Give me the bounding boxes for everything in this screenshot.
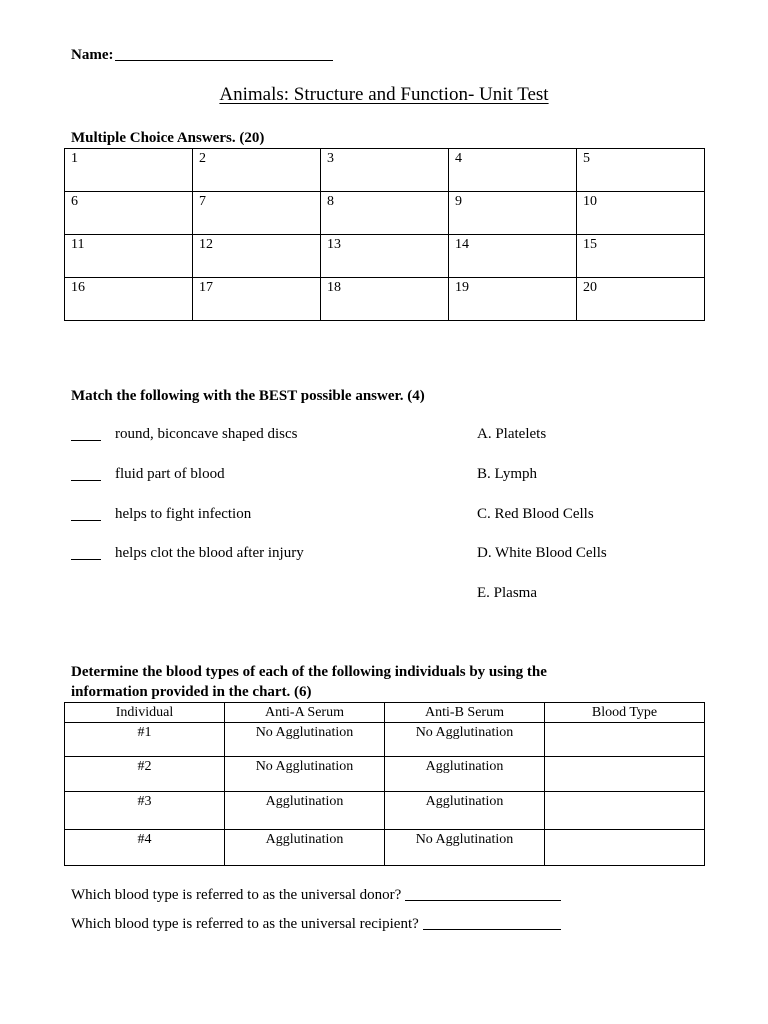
blood-type-heading-line: Determine the blood types of each of the following individuals by using the [71, 664, 547, 680]
blood-type-answer-cell[interactable] [545, 757, 705, 792]
matching-item-text: round, biconcave shaped discs [115, 426, 298, 442]
anti-a-cell: No Agglutination [225, 757, 385, 792]
answer-cell[interactable]: 19 [449, 278, 577, 321]
answer-cell[interactable]: 2 [193, 149, 321, 192]
matching-choice: C. Red Blood Cells [477, 506, 594, 522]
answer-cell[interactable]: 18 [321, 278, 449, 321]
answer-blank[interactable] [71, 426, 101, 441]
anti-a-cell: Agglutination [225, 830, 385, 866]
matching-item-text: fluid part of blood [115, 466, 225, 482]
answer-blank[interactable] [71, 545, 101, 560]
table-row [65, 723, 705, 757]
matching-item-text: helps clot the blood after injury [115, 545, 304, 561]
answer-cell[interactable]: 10 [577, 192, 705, 235]
answer-cell[interactable]: 9 [449, 192, 577, 235]
answer-cell[interactable]: 16 [65, 278, 193, 321]
answer-cell[interactable]: 14 [449, 235, 577, 278]
universal-donor-question [71, 886, 561, 904]
anti-b-cell: Agglutination [385, 757, 545, 792]
anti-b-cell: No Agglutination [385, 723, 545, 757]
matching-item [71, 466, 225, 484]
table-row [65, 830, 705, 866]
column-header: Anti-A Serum [225, 703, 385, 723]
table-row [65, 192, 705, 235]
answer-cell[interactable]: 5 [577, 149, 705, 192]
universal-recipient-question [71, 915, 561, 933]
answer-cell[interactable]: 1 [65, 149, 193, 192]
column-header: Blood Type [545, 703, 705, 723]
answer-blank[interactable] [71, 466, 101, 481]
table-row [65, 792, 705, 830]
individual-cell: #3 [65, 792, 225, 830]
matching-heading: Match the following with the BEST possible answer. (4) [71, 388, 425, 404]
answer-cell[interactable]: 4 [449, 149, 577, 192]
answer-blank[interactable] [423, 915, 561, 930]
answer-cell[interactable]: 6 [65, 192, 193, 235]
multiple-choice-heading: Multiple Choice Answers. (20) [71, 130, 265, 146]
blood-type-heading [71, 662, 547, 702]
column-header: Anti-B Serum [385, 703, 545, 723]
individual-cell: #1 [65, 723, 225, 757]
answer-blank[interactable] [71, 506, 101, 521]
answer-blank[interactable] [405, 886, 561, 901]
matching-item [71, 545, 304, 563]
answer-cell[interactable]: 7 [193, 192, 321, 235]
question-text: Which blood type is referred to as the universal recipient? [71, 916, 419, 932]
table-header-row [65, 703, 705, 723]
matching-item [71, 426, 298, 444]
anti-b-cell: No Agglutination [385, 830, 545, 866]
name-blank[interactable] [115, 46, 333, 61]
multiple-choice-answer-table [64, 148, 705, 321]
anti-a-cell: No Agglutination [225, 723, 385, 757]
answer-cell[interactable]: 3 [321, 149, 449, 192]
blood-type-answer-cell[interactable] [545, 830, 705, 866]
anti-a-cell: Agglutination [225, 792, 385, 830]
answer-cell[interactable]: 15 [577, 235, 705, 278]
answer-cell[interactable]: 11 [65, 235, 193, 278]
table-row [65, 278, 705, 321]
answer-cell[interactable]: 12 [193, 235, 321, 278]
blood-type-heading-line: information provided in the chart. (6) [71, 684, 312, 700]
question-text: Which blood type is referred to as the universal donor? [71, 887, 402, 903]
matching-item [71, 506, 252, 524]
blood-type-answer-cell[interactable] [545, 792, 705, 830]
answer-cell[interactable]: 20 [577, 278, 705, 321]
column-header: Individual [65, 703, 225, 723]
individual-cell: #4 [65, 830, 225, 866]
name-field [71, 46, 333, 64]
matching-choice: B. Lymph [477, 466, 538, 482]
table-row [65, 235, 705, 278]
matching-choice: E. Plasma [477, 585, 537, 601]
answer-cell[interactable]: 13 [321, 235, 449, 278]
answer-cell[interactable]: 17 [193, 278, 321, 321]
anti-b-cell: Agglutination [385, 792, 545, 830]
matching-item-text: helps to fight infection [115, 506, 252, 522]
table-row [65, 149, 705, 192]
name-label: Name: [71, 47, 114, 63]
blood-type-table [64, 702, 705, 866]
page-title [0, 84, 768, 106]
table-row [65, 757, 705, 792]
matching-choice: A. Platelets [477, 426, 547, 442]
answer-cell[interactable]: 8 [321, 192, 449, 235]
page-title-text: Animals: Structure and Function- Unit Test [219, 84, 549, 105]
matching-choice: D. White Blood Cells [477, 545, 607, 561]
blood-type-answer-cell[interactable] [545, 723, 705, 757]
individual-cell: #2 [65, 757, 225, 792]
